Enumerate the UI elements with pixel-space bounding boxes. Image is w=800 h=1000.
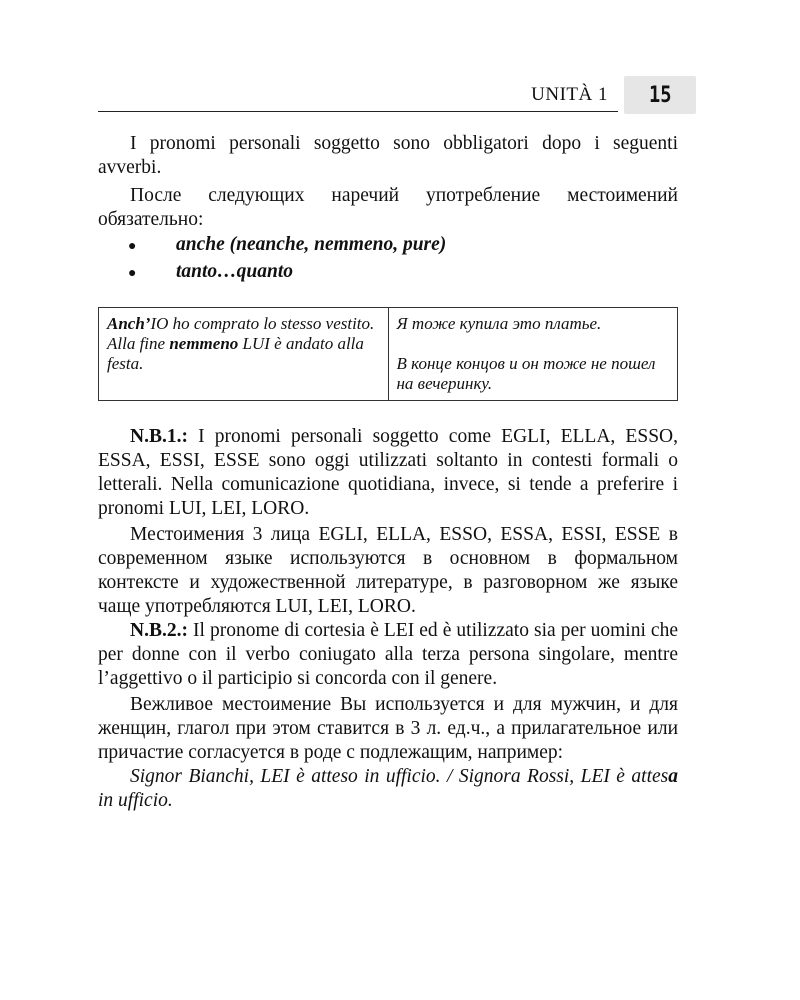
list-item	[98, 259, 678, 286]
nb1-text: I pronomi personali soggetto come EGLI, ELLA, ESSO, ESSA, ESSI, ESSE sono oggi utilizzati soltanto in contesti formali o letterali. Nella comunicazione quotidiana, invece, si tende a preferire i pronomi LUI, LEI, LORO.	[98, 426, 678, 519]
unit-label: UNITÀ 1	[531, 84, 608, 105]
intro-russian: После следующих наречий употребление местоимений обязательно:	[98, 185, 678, 230]
example-1-rest: IO ho comprato lo stesso vestito.	[150, 314, 375, 333]
nb1-label: N.B.1.:	[130, 426, 188, 447]
page-header	[98, 76, 696, 114]
nb2-italian	[98, 619, 678, 691]
example-2-end: LUI è andato alla festa.	[107, 334, 364, 373]
nb2-label: N.B.2.:	[130, 620, 188, 641]
example-1-bold: Anch’	[107, 314, 151, 333]
bullet-icon: ●	[128, 239, 137, 254]
example-2-start: Alla fine	[107, 334, 170, 353]
translation-1: Я тоже купила это платье.	[396, 314, 602, 333]
example-russian-cell	[388, 308, 678, 401]
header-rule	[98, 111, 618, 112]
list-item-text: tanto…quanto	[176, 261, 294, 282]
example-italian-cell	[99, 308, 389, 401]
nb2-example-bold: a	[668, 766, 678, 787]
adverb-list	[98, 232, 678, 286]
table-row	[99, 308, 678, 401]
example-table	[98, 307, 678, 401]
nb1-russian: Местоимения 3 лица EGLI, ELLA, ESSO, ESSA, ESSI, ESSE в современном языке используются в основном в формальном контексте и художественной литературе, в разговорном же языке чаще употребляются LUI, LEI, LORO.	[98, 524, 678, 617]
list-item-text: anche (neanche, nemmeno, pure)	[176, 234, 447, 255]
nb2-example-end: in ufficio.	[98, 790, 173, 811]
nb1-italian	[98, 425, 678, 521]
nb2-example-start: Signor Bianchi, LEI è atteso in ufficio. / Signora Rossi, LEI è attes	[130, 766, 669, 787]
list-item	[98, 232, 678, 259]
translation-2: В конце концов и он тоже не пошел на вечеринку.	[396, 354, 656, 393]
intro-paragraphs	[98, 132, 678, 232]
example-2-bold: nemmeno	[169, 334, 239, 353]
page-number-badge	[624, 76, 696, 114]
nb2-text: Il pronome di cortesia è LEI ed è utilizzato sia per uomini che per donne con il verbo coniugato alla terza persona singolare, mentre l’aggettivo o il participio si concorda con il genere.	[98, 620, 678, 689]
page-number: 15	[648, 82, 672, 108]
bullet-icon: ●	[128, 266, 137, 281]
notes-section	[98, 425, 678, 813]
intro-italian: I pronomi personali soggetto sono obbligatori dopo i seguenti avverbi.	[98, 133, 678, 178]
nb2-example	[98, 765, 678, 813]
nb2-russian: Вежливое местоимение Вы используется и для мужчин, и для женщин, глагол при этом ставится в 3 л. ед.ч., а прилагательное или причастие согласуется в роде с подлежащим, например:	[98, 694, 678, 763]
